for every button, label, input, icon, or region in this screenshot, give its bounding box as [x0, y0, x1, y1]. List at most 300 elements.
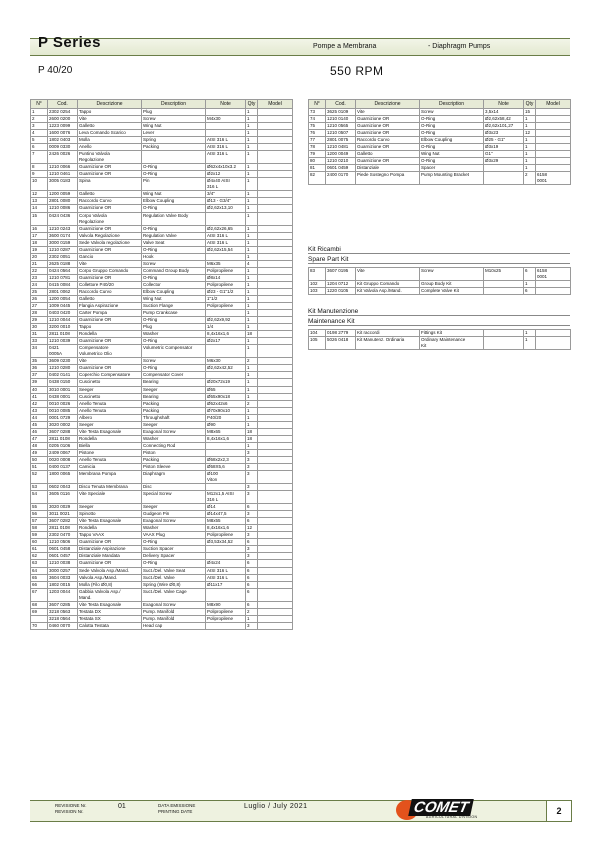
cell-model	[258, 253, 293, 260]
column-header: Model	[536, 100, 571, 109]
cell-code: 0438 0150	[48, 379, 78, 386]
cell-note: Ø100 Viton	[206, 471, 246, 484]
table-row	[309, 109, 571, 116]
column-header: N°	[31, 100, 48, 109]
cell-model	[258, 428, 293, 435]
cell-model	[258, 288, 293, 295]
table-row	[31, 504, 293, 511]
cell-descr-en: Suct./Del. Valve Cage	[142, 588, 206, 601]
cell-descr-it: Leva Comando Scarico	[78, 130, 142, 137]
cell-qty: 2	[246, 608, 258, 615]
cell-num: 43	[31, 407, 48, 414]
cell-descr-en: O-Ring	[142, 539, 206, 546]
cell-code: 1210 0066	[48, 164, 78, 171]
cell-note: Ø2,62x13,10	[206, 205, 246, 212]
cell-descr-en: Plug	[142, 324, 206, 331]
cell-note: M6x30	[206, 358, 246, 365]
cell-note: Ø14x47,5	[206, 511, 246, 518]
cell-qty: 1	[524, 123, 536, 130]
cell-code: 0010 0085	[48, 407, 78, 414]
cell-descr-en: Lever	[142, 130, 206, 137]
model-name: P 40/20	[38, 65, 73, 76]
table-row	[31, 393, 293, 400]
cell-num: 79	[309, 151, 326, 158]
cell-qty: 1	[246, 317, 258, 324]
cell-descr-en: Complete Valve Kit	[420, 288, 484, 295]
cell-qty: 1	[524, 158, 536, 165]
cell-descr-it: Collettore P40/20	[78, 281, 142, 288]
cell-note: Ø70x90x10	[206, 407, 246, 414]
table-row	[31, 144, 293, 151]
cell-note	[206, 310, 246, 317]
revision-label-it: REVISIONE Nr.	[55, 803, 87, 808]
cell-descr-it: Guarnizione OR	[78, 365, 142, 372]
table-row	[31, 198, 293, 205]
cell-num: 20	[31, 253, 48, 260]
table-row	[31, 386, 293, 393]
table-row	[31, 532, 293, 539]
cell-code: 1009 0445	[48, 303, 78, 310]
revision-label-en: REVISION Nr.	[55, 809, 84, 814]
cell-code: 3600 0174	[48, 232, 78, 239]
cell-model	[258, 407, 293, 414]
cell-model	[258, 345, 293, 358]
cell-qty: 3	[246, 456, 258, 463]
column-header: Description	[420, 100, 484, 109]
cell-model	[258, 303, 293, 310]
cell-model	[258, 260, 293, 267]
cell-descr-en: Suct./Del. Valve	[142, 574, 206, 581]
cell-qty: 3	[246, 484, 258, 491]
cell-qty: 1	[246, 324, 258, 331]
cell-qty: 1	[246, 295, 258, 302]
cell-descr-it: Cuscinetto	[78, 393, 142, 400]
cell-code: 3607 0195	[326, 268, 356, 281]
date-label-en: PRINTING DATE	[158, 809, 193, 814]
cell-model	[258, 560, 293, 567]
cell-note: Polipropilene	[206, 532, 246, 539]
cell-qty: 18	[246, 435, 258, 442]
cell-descr-en: Spacer	[420, 165, 484, 172]
cell-descr-it: Anello	[78, 144, 142, 151]
cell-model	[258, 615, 293, 622]
cell-model	[258, 198, 293, 205]
table-row	[31, 295, 293, 302]
cell-num: 37	[31, 372, 48, 379]
page-number: 2	[546, 800, 572, 822]
cell-model	[258, 116, 293, 123]
cell-descr-en: Gudgeon Pin	[142, 511, 206, 518]
cell-descr-en: Elbow Coupling	[420, 137, 484, 144]
cell-num: 75	[309, 123, 326, 130]
cell-model	[258, 130, 293, 137]
cell-qty: 1	[246, 274, 258, 281]
table-row	[31, 324, 293, 331]
table-row	[31, 615, 293, 622]
cell-note: AISI 316 L	[206, 151, 246, 164]
column-header: Description	[142, 100, 206, 109]
cell-qty: 1	[246, 386, 258, 393]
column-header: Qty	[524, 100, 536, 109]
cell-note: M8x90	[206, 601, 246, 608]
cell-model	[536, 116, 571, 123]
cell-model	[258, 525, 293, 532]
table-row	[31, 464, 293, 471]
cell-model	[258, 601, 293, 608]
cell-descr-it: Sede Valvola regolazione	[78, 239, 142, 246]
cell-model	[258, 400, 293, 407]
cell-code: 2801 0062	[48, 288, 78, 295]
cell-code: 1204 0712	[326, 281, 356, 288]
cell-qty: 1	[246, 365, 258, 372]
cell-num: 7	[31, 151, 48, 164]
cell-model	[536, 158, 571, 165]
cell-model	[258, 456, 293, 463]
cell-num: 55	[31, 504, 48, 511]
table-row	[31, 310, 293, 317]
cell-descr-en: Valve Seat	[142, 239, 206, 246]
cell-code: 1203 0044	[48, 588, 78, 601]
cell-descr-it: Tappo VAAX	[78, 532, 142, 539]
cell-descr-en: Compensator Cover	[142, 372, 206, 379]
cell-descr-it: Vite	[78, 116, 142, 123]
cell-descr-en: Connecting Rod	[142, 442, 206, 449]
cell-descr-it: Anello Tenuta	[78, 456, 142, 463]
cell-code: 1210 0039	[48, 338, 78, 345]
cell-qty: 1	[246, 421, 258, 428]
cell-note: Ø90	[206, 421, 246, 428]
cell-num: 6	[31, 144, 48, 151]
table-row	[31, 232, 293, 239]
cell-descr-it: Galletto	[356, 151, 420, 158]
table-row	[31, 274, 293, 281]
cell-num: 81	[309, 165, 326, 172]
cell-note	[206, 345, 246, 358]
cell-note: AISI 316 L	[206, 574, 246, 581]
cell-num: 39	[31, 379, 48, 386]
cell-descr-en: Screw	[142, 260, 206, 267]
cell-descr-it: Albero	[78, 414, 142, 421]
cell-descr-en: Elbow Coupling	[142, 288, 206, 295]
cell-descr-it: Pistone	[78, 449, 142, 456]
cell-model	[258, 317, 293, 324]
cell-code: 3020 0002	[48, 421, 78, 428]
cell-note: Ø25 - G1"	[484, 137, 524, 144]
cell-descr-it: Sede Valvola Asp./Mand.	[78, 567, 142, 574]
cell-descr-en: Collector	[142, 281, 206, 288]
cell-model	[258, 144, 293, 151]
cell-note: M6x35	[206, 260, 246, 267]
cell-descr-en: Suct./Del. Valve Seat	[142, 567, 206, 574]
cell-code: 2426 0026	[48, 151, 78, 164]
cell-note: Ø2,62x9,92	[206, 317, 246, 324]
kit-manutenzione-title: Kit Manutenzione	[308, 308, 570, 316]
cell-descr-en: Pump. Manifold	[142, 608, 206, 615]
cell-descr-en: Washer	[142, 331, 206, 338]
cell-descr-it: Guarnizione OR	[78, 246, 142, 253]
cell-note: Ø62x4x10x3.2	[206, 164, 246, 171]
cell-model	[258, 511, 293, 518]
cell-descr-en: Command Group Body	[142, 267, 206, 274]
cell-descr-en: Wing Nut	[142, 191, 206, 198]
cell-descr-it: Anello Tenuta	[78, 400, 142, 407]
maintenance-kit-title: Maintenance Kit	[308, 318, 570, 326]
cell-num: 27	[31, 303, 48, 310]
cell-num: 65	[31, 574, 48, 581]
cell-descr-it: Guarnizione OR	[356, 116, 420, 123]
cell-note: M4x30	[206, 116, 246, 123]
cell-descr-it: Vite Testa Esagonale	[78, 601, 142, 608]
cell-descr-en: O-Ring	[420, 144, 484, 151]
cell-num: 58	[31, 525, 48, 532]
table-row	[31, 608, 293, 615]
cell-descr-en: Pump. Manifold	[142, 615, 206, 622]
table-row	[31, 525, 293, 532]
cell-model	[536, 165, 571, 172]
cell-code: 0438 0001	[48, 393, 78, 400]
cell-qty: 1	[246, 615, 258, 622]
cell-model	[258, 171, 293, 178]
cell-descr-en: VAAX Plug	[142, 532, 206, 539]
cell-descr-en: O-Ring	[420, 116, 484, 123]
cell-model	[258, 421, 293, 428]
column-header: Descrizione	[78, 100, 142, 109]
cell-qty: 1	[246, 137, 258, 144]
cell-model	[258, 608, 293, 615]
cell-note: Ø4x24	[206, 560, 246, 567]
cell-model	[258, 358, 293, 365]
cell-descr-en: Plug	[142, 109, 206, 116]
table-row	[31, 267, 293, 274]
cell-descr-it: Seeger	[78, 504, 142, 511]
table-row	[31, 151, 293, 164]
cell-model	[536, 151, 571, 158]
cell-num: 76	[309, 130, 326, 137]
table-row	[309, 116, 571, 123]
cell-code: 2811 0108	[48, 525, 78, 532]
cell-num: 33	[31, 338, 48, 345]
cell-descr-en: Screw	[420, 109, 484, 116]
cell-num: 47	[31, 435, 48, 442]
cell-descr-it: Guarnizione OR	[78, 539, 142, 546]
cell-descr-it: Raccordo Curvo	[356, 137, 420, 144]
cell-code: 3218 0564	[48, 615, 78, 622]
cell-qty: 1	[246, 109, 258, 116]
table-row	[31, 414, 293, 421]
cell-qty: 6	[246, 539, 258, 546]
cell-model	[258, 324, 293, 331]
cell-num: 15	[31, 212, 48, 225]
cell-note	[206, 588, 246, 601]
cell-num: 34	[31, 345, 48, 358]
cell-descr-it: Carter Pompa	[78, 310, 142, 317]
table-row	[309, 137, 571, 144]
cell-code: 1210 0243	[48, 225, 78, 232]
cell-num: 46	[31, 428, 48, 435]
cell-descr-en: Ordinary Maintenance Kit	[420, 337, 484, 350]
cell-code: 1210 0481	[326, 144, 356, 151]
cell-descr-en: Piston Sleeve	[142, 464, 206, 471]
cell-code: 2302 0470	[48, 532, 78, 539]
cell-num: 23	[31, 274, 48, 281]
cell-qty: 6	[246, 588, 258, 601]
table-row	[31, 205, 293, 212]
cell-qty: 12	[246, 525, 258, 532]
table-row	[309, 281, 571, 288]
table-row	[31, 456, 293, 463]
cell-qty: 1	[246, 171, 258, 178]
cell-qty: 4	[246, 260, 258, 267]
cell-note: Ø8x14	[206, 274, 246, 281]
cell-code: 1800 0065	[48, 471, 78, 484]
table-row	[31, 331, 293, 338]
cell-descr-it: Distanziale Mandata	[78, 553, 142, 560]
cell-qty: 1	[246, 414, 258, 421]
cell-num: 21	[31, 260, 48, 267]
cell-descr-it: Membrana Pompa	[78, 471, 142, 484]
cell-note	[206, 553, 246, 560]
table-row	[31, 171, 293, 178]
cell-note: Ø3x23	[484, 130, 524, 137]
cell-note: Ø20x72x19	[206, 379, 246, 386]
table-row	[31, 471, 293, 484]
cell-model	[258, 574, 293, 581]
table-row	[309, 330, 571, 337]
cell-num: 13	[31, 198, 48, 205]
cell-model	[258, 205, 293, 212]
cell-model	[258, 504, 293, 511]
cell-descr-it: Vite Testa Esagonale	[78, 518, 142, 525]
table-row	[31, 109, 293, 116]
cell-model	[258, 622, 293, 629]
cell-qty: 1	[246, 345, 258, 358]
cell-qty: 1	[246, 281, 258, 288]
cell-model	[258, 225, 293, 232]
cell-model	[258, 372, 293, 379]
cell-model	[258, 518, 293, 525]
cell-qty: 1	[246, 267, 258, 274]
table-row	[31, 288, 293, 295]
cell-descr-it: Compensatore Volumetrico Olio	[78, 345, 142, 358]
cell-num: 54	[31, 491, 48, 504]
cell-code: 1200 0054	[48, 295, 78, 302]
table-row	[309, 130, 571, 137]
cell-num: 62	[31, 553, 48, 560]
cell-model	[258, 274, 293, 281]
cell-code: 0601 0458	[48, 546, 78, 553]
table-row	[31, 484, 293, 491]
cell-model	[536, 288, 571, 295]
cell-descr-en: O-Ring	[420, 158, 484, 165]
cell-descr-en: Spring (Wire Ø0,8)	[142, 581, 206, 588]
cell-num: 25	[31, 288, 48, 295]
cell-num: 17	[31, 232, 48, 239]
cell-descr-it: Vite	[356, 109, 420, 116]
cell-descr-it: Piede Sostegno Pompa	[356, 172, 420, 185]
table-row	[31, 372, 293, 379]
cell-descr-en: O-Ring	[142, 171, 206, 178]
cell-descr-en: Packing	[142, 144, 206, 151]
cell-code: 1210 0140	[326, 116, 356, 123]
cell-note: Ø2x12	[206, 171, 246, 178]
cell-code: 1223 0099	[48, 123, 78, 130]
cell-model	[536, 130, 571, 137]
cell-model	[258, 191, 293, 198]
rpm-label: 550 RPM	[330, 64, 384, 78]
cell-note: Polipropilene	[206, 615, 246, 622]
cell-descr-en: Head cap	[142, 622, 206, 629]
cell-descr-en: Regulation Valve Body	[142, 212, 206, 225]
cell-code: 1210 0038	[48, 560, 78, 567]
cell-descr-it: Kit Manutenz. Ordinaria	[356, 337, 420, 350]
cell-descr-en: Packing	[142, 456, 206, 463]
cell-num: 18	[31, 239, 48, 246]
cell-num: 31	[31, 331, 48, 338]
cell-model	[536, 337, 571, 350]
cell-descr-it: Guarnizione OR	[356, 130, 420, 137]
cell-note: M8x55	[206, 518, 246, 525]
cell-note: Ø52x42x6	[206, 400, 246, 407]
cell-num: 5	[31, 137, 48, 144]
cell-descr-en: Suction Spacer	[142, 546, 206, 553]
cell-qty: 1	[246, 164, 258, 171]
cell-code: 1210 0280	[48, 365, 78, 372]
cell-qty: 6	[246, 504, 258, 511]
cell-qty: 6	[524, 268, 536, 281]
logo-division: AGRICULTURAL DIVISION	[426, 815, 478, 819]
cell-descr-it: Guarnizione OR	[78, 338, 142, 345]
cell-code: 1210 0507	[326, 130, 356, 137]
table-row	[31, 379, 293, 386]
cell-descr-it: Vite Speciale	[78, 491, 142, 504]
cell-model	[258, 295, 293, 302]
cell-model	[258, 442, 293, 449]
cell-note: Ø58X5,6	[206, 464, 246, 471]
logo-word: COMET	[408, 799, 474, 816]
cell-model	[258, 532, 293, 539]
cell-code: 0424 0436	[48, 212, 78, 225]
cell-descr-en: Regulation Valve	[142, 232, 206, 239]
cell-num: 53	[31, 484, 48, 491]
cell-descr-en: O-Ring	[142, 274, 206, 281]
cell-model	[258, 581, 293, 588]
table-row	[309, 288, 571, 295]
parts-table-left	[30, 99, 293, 630]
cell-code: 3200 0010	[48, 324, 78, 331]
table-row	[31, 116, 293, 123]
cell-qty: 1	[246, 253, 258, 260]
cell-model	[258, 567, 293, 574]
cell-note	[206, 212, 246, 225]
cell-descr-it: Vite	[78, 260, 142, 267]
cell-note	[206, 253, 246, 260]
cell-code: 1200 0059	[48, 191, 78, 198]
table-row	[309, 172, 571, 185]
cell-descr-en: O-Ring	[142, 560, 206, 567]
cell-num: 105	[309, 337, 326, 350]
cell-descr-en: Group Body Kit	[420, 281, 484, 288]
cell-num: 56	[31, 511, 48, 518]
cell-model	[258, 449, 293, 456]
cell-descr-it: Kit Valvola Asp./Mand.	[356, 288, 420, 295]
cell-model	[536, 137, 571, 144]
cell-qty: 6	[246, 518, 258, 525]
table-row	[31, 560, 293, 567]
cell-qty: 1	[524, 151, 536, 158]
cell-num: 19	[31, 246, 48, 253]
cell-descr-en: Suction Flange	[142, 303, 206, 310]
cell-code: 2302 0051	[48, 253, 78, 260]
